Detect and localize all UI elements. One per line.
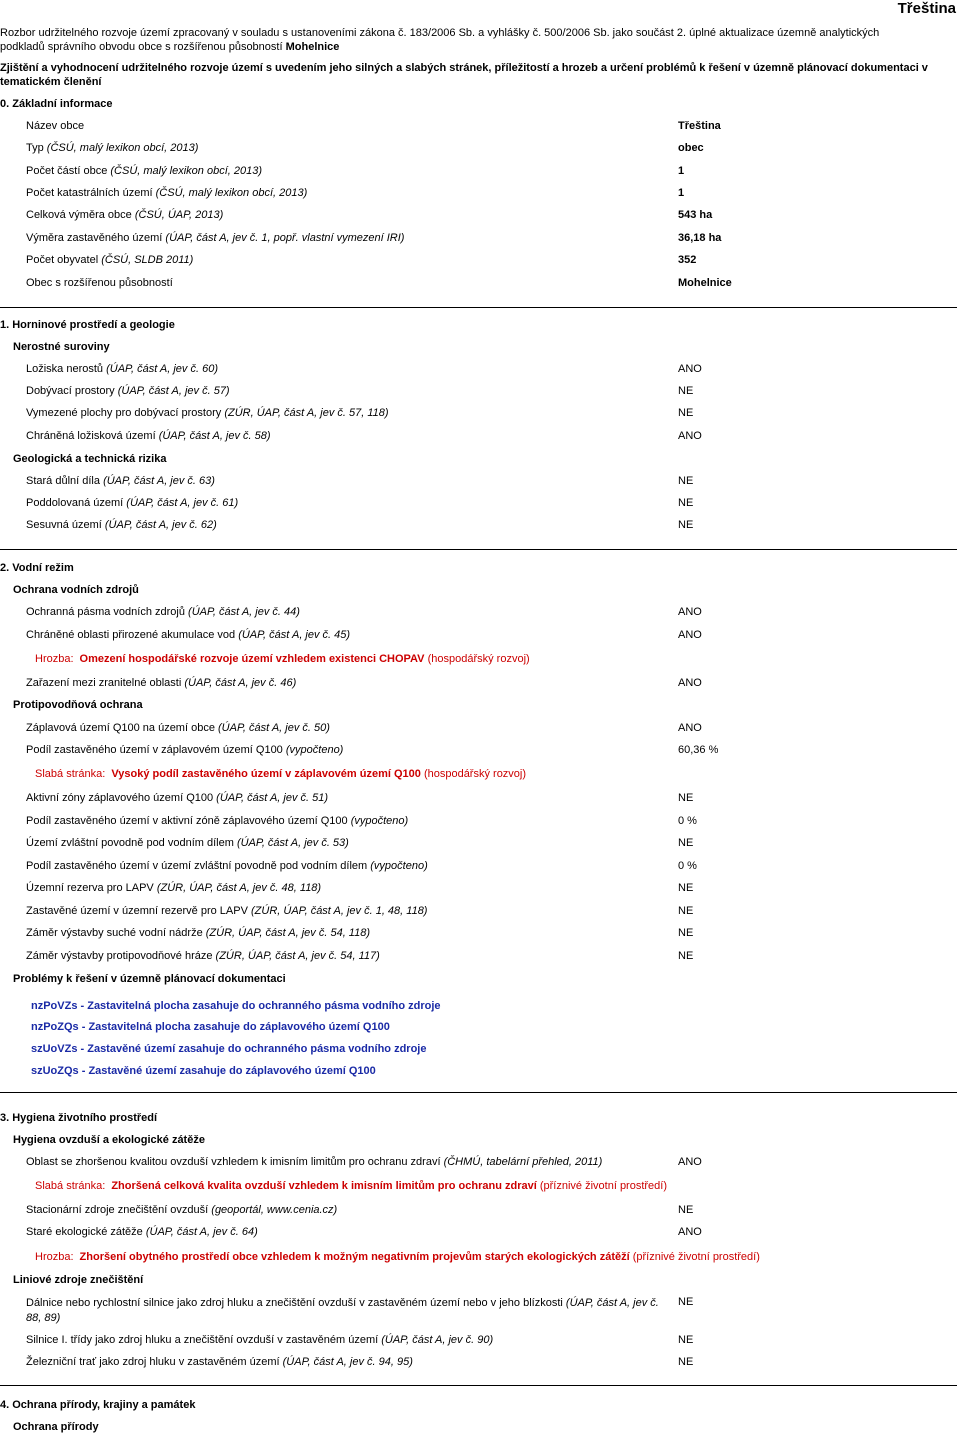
- document-header: [0, 26, 920, 54]
- row-source: (ÚAP, část A, jev č. 58): [158, 430, 271, 442]
- info-row: [26, 629, 956, 644]
- row-value: NE: [678, 385, 694, 397]
- row-label-text: Celková výměra obce: [26, 209, 132, 221]
- row-label: [26, 1356, 666, 1368]
- row-label: [26, 277, 666, 289]
- subsection-title: Ochrana přírody: [13, 1421, 99, 1433]
- row-label: [26, 837, 666, 849]
- alert-threat: [35, 1251, 760, 1263]
- divider: [0, 307, 957, 308]
- row-source: (geoportál, www.cenia.cz): [211, 1204, 338, 1216]
- row-value: 352: [678, 254, 697, 266]
- row-value: 1: [678, 187, 685, 199]
- row-label-text: Dálnice nebo rychlostní silnice jako zdroj hluku a znečištění ovzduší v zastavěném území nebo v jeho blízkosti: [26, 1297, 563, 1309]
- row-label-text: Území zvláštní povodně pod vodním dílem: [26, 837, 234, 849]
- row-label: [26, 120, 666, 132]
- info-row: [26, 519, 956, 534]
- row-label: [26, 232, 666, 244]
- row-source: (ÚAP, část A, jev č. 1, popř. vlastní vymezení IRI): [165, 232, 405, 244]
- row-label-text: Železniční trať jako zdroj hluku v zastavěném území: [26, 1356, 280, 1368]
- info-row: [26, 430, 956, 445]
- header-orp: Mohelnice: [285, 41, 340, 53]
- info-row: [26, 187, 956, 202]
- row-source: (ÚAP, část A, jev č. 53): [236, 837, 349, 849]
- row-value: NE: [678, 1356, 694, 1368]
- row-value: 543 ha: [678, 209, 713, 221]
- info-row: [26, 815, 956, 830]
- row-value: ANO: [678, 677, 702, 689]
- row-label: [26, 254, 666, 266]
- info-row: [26, 165, 956, 180]
- row-value: ANO: [678, 606, 702, 618]
- row-source: (ÚAP, část A, jev č. 46): [184, 677, 297, 689]
- row-value: NE: [678, 927, 694, 939]
- row-label-text: Záměr výstavby protipovodňové hráze: [26, 950, 213, 962]
- info-row: [26, 606, 956, 621]
- info-row: [26, 277, 956, 292]
- row-value: NE: [678, 475, 694, 487]
- info-row: [26, 722, 956, 737]
- row-label: [26, 142, 666, 154]
- alert-weakness: [35, 768, 526, 780]
- row-label-text: Sesuvná území: [26, 519, 102, 531]
- row-source: (vypočteno): [370, 860, 428, 872]
- row-value: NE: [678, 407, 694, 419]
- row-label-text: Chráněné oblasti přirozené akumulace vod: [26, 629, 236, 641]
- row-source: (ÚAP, část A, jev č. 63): [103, 475, 215, 487]
- row-label-text: Podíl zastavěného území v území zvláštní povodně pod vodním dílem: [26, 860, 368, 872]
- row-source: (ÚAP, část A, jev č. 57): [117, 385, 230, 397]
- info-row: [26, 120, 956, 135]
- section-title-4: 4. Ochrana přírody, krajiny a památek: [0, 1399, 196, 1411]
- problem-item: szUoVZs - Zastavěné území zasahuje do ochranného pásma vodního zdroje: [31, 1043, 427, 1055]
- row-source: (ÚAP, část A, jev č. 45): [238, 629, 351, 641]
- row-label-text: Staré ekologické zátěže: [26, 1226, 143, 1238]
- info-row: [26, 677, 956, 692]
- row-label: [26, 407, 666, 419]
- row-label: [26, 209, 666, 221]
- row-label: [26, 677, 666, 689]
- row-value: NE: [678, 497, 694, 509]
- row-label: [26, 927, 666, 939]
- row-label-text: Vymezené plochy pro dobývací prostory: [26, 407, 222, 419]
- row-label-text: Podíl zastavěného území v záplavovém území Q100: [26, 744, 283, 756]
- row-label-text: Silnice I. třídy jako zdroj hluku a znečištění ovzduší v zastavěném území: [26, 1334, 379, 1346]
- row-source: (ÚAP, část A, jev č. 60): [106, 363, 218, 375]
- row-label-text: Počet katastrálních území: [26, 187, 153, 199]
- row-label: [26, 519, 666, 531]
- row-label: [26, 629, 666, 641]
- row-source: (ÚAP, část A, jev č. 64): [145, 1226, 258, 1238]
- info-row: [26, 385, 956, 400]
- row-label-text: Aktivní zóny záplavového území Q100: [26, 792, 214, 804]
- info-row: [26, 927, 956, 942]
- row-source: (ÚAP, část A, jev č. 61): [126, 497, 239, 509]
- row-label: [26, 497, 666, 509]
- alert-pillar: (příznivé životní prostředí): [539, 1180, 668, 1192]
- row-source: (ČSÚ, SLDB 2011): [101, 254, 194, 266]
- section-title-0: 0. Základní informace: [0, 98, 113, 110]
- info-row: [26, 142, 956, 157]
- row-label-text: Výměra zastavěného území: [26, 232, 163, 244]
- row-label-text: Poddolovaná území: [26, 497, 124, 509]
- row-value: NE: [678, 950, 694, 962]
- alert-pillar: (příznivé životní prostředí): [632, 1251, 760, 1263]
- row-source: (ÚAP, část A, jev č. 44): [188, 606, 300, 618]
- row-source: (ÚAP, část A, jev č. 62): [104, 519, 217, 531]
- subsection-title: Problémy k řešení v územně plánovací dokumentaci: [13, 973, 286, 985]
- divider: [0, 1385, 957, 1386]
- info-row: [26, 1296, 956, 1324]
- row-value: ANO: [678, 363, 702, 375]
- alert-type: Slabá stránka:: [35, 768, 106, 780]
- info-row: [26, 837, 956, 852]
- row-label-text: Stará důlní díla: [26, 475, 100, 487]
- alert-text: Zhoršení obytného prostředí obce vzhledem k možným negativním projevům starých ekologických zátěží: [79, 1251, 630, 1263]
- row-label: [26, 1334, 666, 1346]
- row-label-text: Záměr výstavby suché vodní nádrže: [26, 927, 203, 939]
- row-value: Třeština: [678, 120, 721, 132]
- alert-pillar: (hospodářský rozvoj): [423, 768, 527, 780]
- info-row: [26, 1204, 956, 1219]
- problem-item: szUoZQs - Zastavěné území zasahuje do záplavového území Q100: [31, 1065, 376, 1077]
- row-value: NE: [678, 882, 694, 894]
- row-label: [26, 165, 666, 177]
- info-row: [26, 950, 956, 965]
- row-value: 0 %: [678, 815, 697, 827]
- row-value: NE: [678, 905, 694, 917]
- row-label-text: Zastavěné území v územní rezervě pro LAPV: [26, 905, 248, 917]
- row-label-text: Oblast se zhoršenou kvalitou ovzduší vzhledem k imisním limitům pro ochranu zdraví: [26, 1156, 441, 1168]
- info-row: [26, 905, 956, 920]
- row-value: ANO: [678, 1156, 702, 1168]
- row-label-text: Ochranná pásma vodních zdrojů: [26, 606, 185, 618]
- row-source: (ZÚR, ÚAP, část A, jev č. 54, 118): [205, 927, 371, 939]
- row-source: (ZÚR, ÚAP, část A, jev č. 54, 117): [215, 950, 380, 962]
- info-row: [26, 232, 956, 247]
- row-source: (ČHMÚ, tabelární přehled, 2011): [443, 1156, 603, 1168]
- alert-type: Hrozba:: [35, 1251, 74, 1263]
- row-label-text: Dobývací prostory: [26, 385, 115, 397]
- subsection-title: Hygiena ovzduší a ekologické zátěže: [13, 1134, 205, 1146]
- row-source: (ČSÚ, malý lexikon obcí, 2013): [155, 187, 308, 199]
- row-source: (ZÚR, ÚAP, část A, jev č. 1, 48, 118): [251, 905, 428, 917]
- row-source: (vypočteno): [350, 815, 409, 827]
- row-source: (ÚAP, část A, jev č. 94, 95): [282, 1356, 413, 1368]
- info-row: [26, 254, 956, 269]
- info-row: [26, 1356, 956, 1371]
- alert-weakness: [35, 1180, 667, 1192]
- row-label: [26, 1204, 666, 1216]
- divider: [0, 1092, 957, 1093]
- row-label-text: Stacionární zdroje znečištění ovzduší: [26, 1204, 209, 1216]
- header-line-2: podkladů správního obvodu obce s rozšířenou působností: [0, 41, 286, 53]
- info-row: [26, 1226, 956, 1241]
- row-label-text: Název obce: [26, 120, 85, 132]
- row-label: [26, 1226, 666, 1238]
- section-title-3: 3. Hygiena životního prostředí: [0, 1112, 158, 1124]
- section-title-1: 1. Horninové prostředí a geologie: [0, 319, 175, 331]
- document-subtitle: Zjištění a vyhodnocení udržitelného rozvoje území s uvedením jeho silných a slabých stránek, příležitostí a hrozeb a určení problémů k řešení v územně plánovací dokumentaci v tematickém členění: [0, 62, 928, 88]
- info-row: [26, 407, 956, 422]
- row-label-text: Podíl zastavěného území v aktivní zóně záplavového území Q100: [26, 815, 348, 827]
- row-source: (ZÚR, ÚAP, část A, jev č. 48, 118): [156, 882, 322, 894]
- row-label-text: Územní rezerva pro LAPV: [26, 882, 154, 894]
- subsection-title: Geologická a technická rizika: [13, 453, 167, 465]
- row-value: NE: [678, 1334, 694, 1346]
- row-source: (ÚAP, část A, jev č. 50): [218, 722, 330, 734]
- info-row: [26, 209, 956, 224]
- row-label: [26, 950, 666, 962]
- row-label-text: Obec s rozšířenou působností: [26, 277, 173, 289]
- row-label: [26, 744, 666, 756]
- info-row: [26, 1156, 956, 1171]
- row-source: (vypočteno): [285, 744, 344, 756]
- alert-text: Omezení hospodářské rozvoje území vzhledem existenci CHOPAV: [79, 653, 425, 665]
- row-label: [26, 722, 666, 734]
- row-value: ANO: [678, 722, 702, 734]
- row-value: NE: [678, 837, 694, 849]
- info-row: [26, 363, 956, 378]
- info-row: [26, 860, 956, 875]
- row-label-text: Záplavová území Q100 na území obce: [26, 722, 215, 734]
- row-label: [26, 187, 666, 199]
- row-value: ANO: [678, 1226, 702, 1238]
- row-label: [26, 792, 666, 804]
- alert-type: Hrozba:: [35, 653, 74, 665]
- row-value: NE: [678, 792, 694, 804]
- row-label: [26, 430, 666, 442]
- row-source: (ZÚR, ÚAP, část A, jev č. 57, 118): [224, 407, 389, 419]
- info-row: [26, 475, 956, 490]
- municipality-name: Třeština: [897, 0, 956, 17]
- row-source: (ÚAP, část A, jev č. 51): [216, 792, 329, 804]
- row-source: (ÚAP, část A, jev č. 90): [381, 1334, 494, 1346]
- row-source: (ČSÚ, malý lexikon obcí, 2013): [110, 165, 263, 177]
- row-value: 1: [678, 165, 685, 177]
- row-label: [26, 475, 666, 487]
- problem-item: nzPoVZs - Zastavitelná plocha zasahuje do ochranného pásma vodního zdroje: [31, 1000, 441, 1012]
- row-label-text: Ložiska nerostů: [26, 363, 104, 375]
- header-line-1: Rozbor udržitelného rozvoje území zpracovaný v souladu s ustanoveními zákona č. 183/2006 Sb. a vyhlášky č. 500/2006 Sb. jako součást 2. úplné aktualizace územně analytických: [0, 27, 880, 39]
- info-row: [26, 744, 956, 759]
- row-label: [26, 882, 666, 894]
- row-source: (ÚAP, část A, jev č. 88, 89): [26, 1297, 659, 1324]
- info-row: [26, 497, 956, 512]
- row-label: [26, 860, 666, 872]
- row-label: [26, 815, 666, 827]
- row-value: NE: [678, 1296, 694, 1308]
- row-label-text: Typ: [26, 142, 44, 154]
- row-source: (ČSÚ, malý lexikon obcí, 2013): [46, 142, 199, 154]
- row-value: 0 %: [678, 860, 697, 872]
- row-value: ANO: [678, 430, 702, 442]
- alert-type: Slabá stránka:: [35, 1180, 106, 1192]
- row-label: [26, 905, 666, 917]
- row-label-text: Počet částí obce: [26, 165, 108, 177]
- row-label: [26, 385, 666, 397]
- divider: [0, 549, 957, 550]
- row-value: NE: [678, 1204, 694, 1216]
- section-title-2: 2. Vodní režim: [0, 562, 74, 574]
- alert-threat: [35, 653, 530, 665]
- row-label-text: Zařazení mezi zranitelné oblasti: [26, 677, 182, 689]
- row-label: [26, 1156, 666, 1168]
- subsection-title: Protipovodňová ochrana: [13, 699, 143, 711]
- problem-item: nzPoZQs - Zastavitelná plocha zasahuje do záplavového území Q100: [31, 1021, 390, 1033]
- subsection-title: Nerostné suroviny: [13, 341, 110, 353]
- row-label-text: Počet obyvatel: [26, 254, 99, 266]
- row-label: [26, 1296, 666, 1326]
- row-value: NE: [678, 519, 694, 531]
- row-value: 60,36 %: [678, 744, 719, 756]
- row-label: [26, 606, 666, 618]
- row-label: [26, 363, 666, 375]
- subsection-title: Liniové zdroje znečištění: [13, 1274, 144, 1286]
- row-value: ANO: [678, 629, 702, 641]
- alert-text: Vysoký podíl zastavěného území v záplavovém území Q100: [111, 768, 421, 780]
- row-label-text: Chráněná ložisková území: [26, 430, 156, 442]
- info-row: [26, 882, 956, 897]
- row-source: (ČSÚ, ÚAP, 2013): [134, 209, 224, 221]
- info-row: [26, 1334, 956, 1349]
- alert-pillar: (hospodářský rozvoj): [427, 653, 530, 665]
- row-value: obec: [678, 142, 704, 154]
- alert-text: Zhoršená celková kvalita ovzduší vzhledem k imisním limitům pro ochranu zdraví: [111, 1180, 537, 1192]
- subsection-title: Ochrana vodních zdrojů: [13, 584, 139, 596]
- info-row: [26, 792, 956, 807]
- row-value: Mohelnice: [678, 277, 732, 289]
- row-value: 36,18 ha: [678, 232, 722, 244]
